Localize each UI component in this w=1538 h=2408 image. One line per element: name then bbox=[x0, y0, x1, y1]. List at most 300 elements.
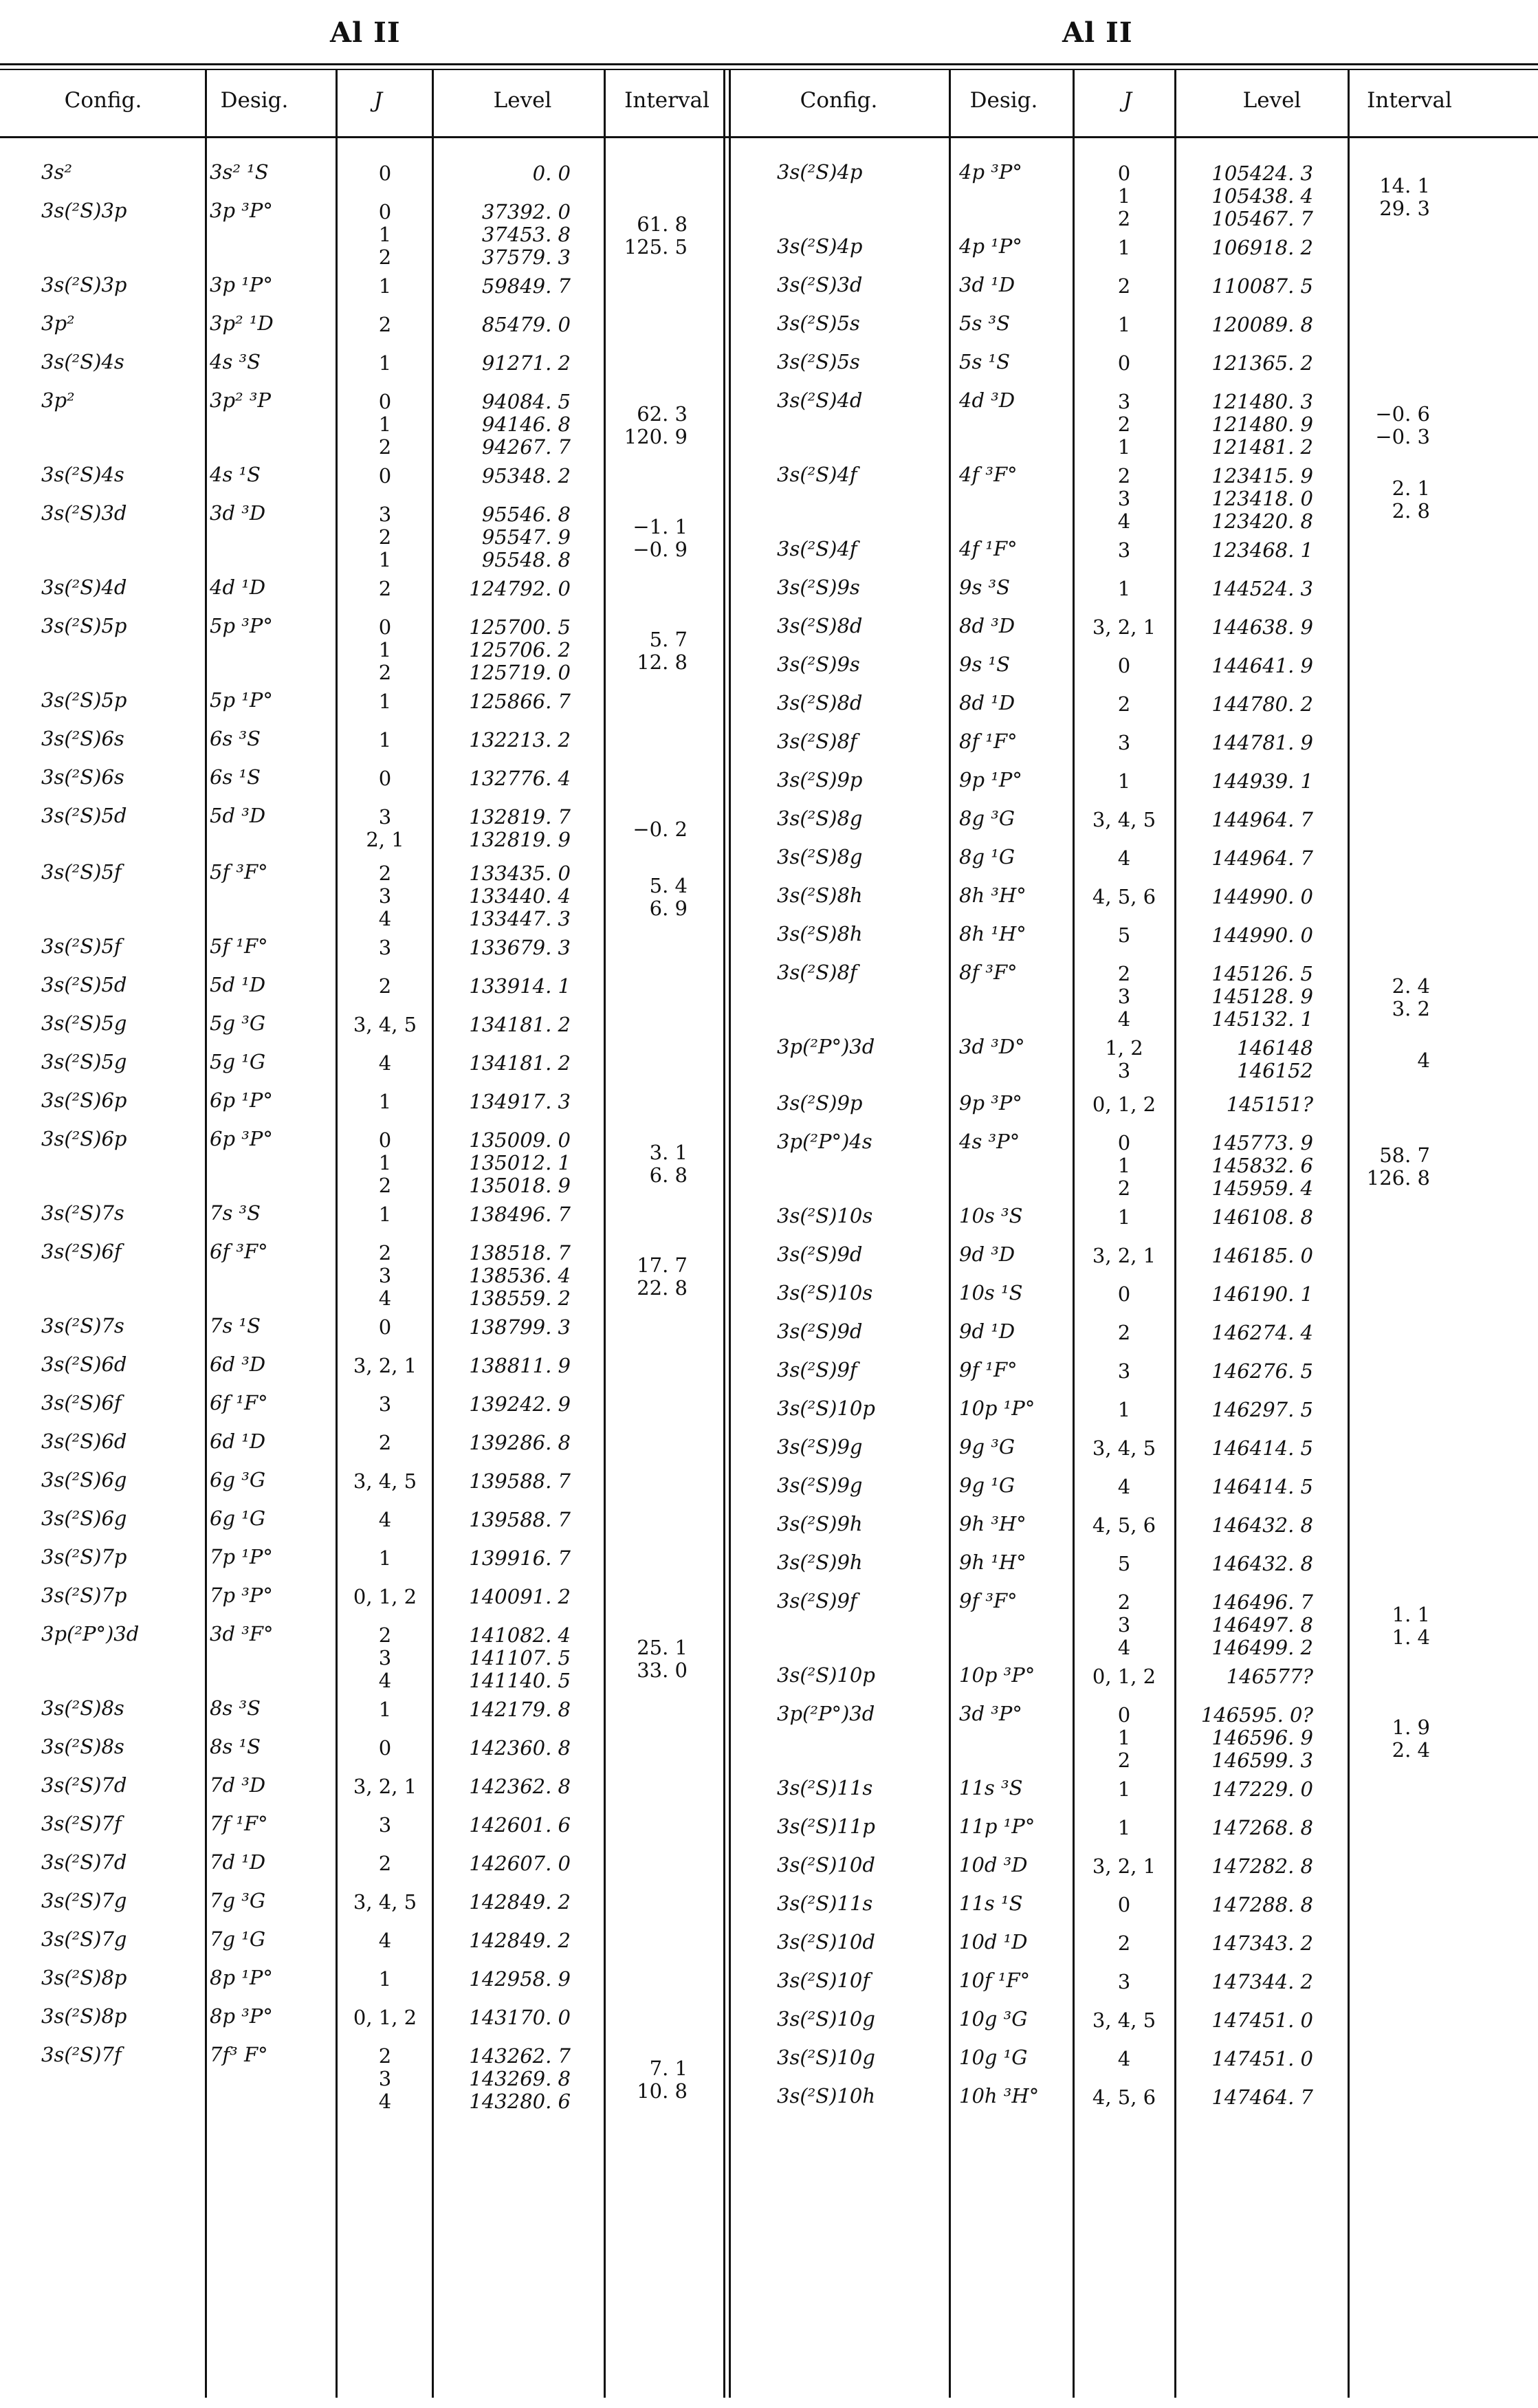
level-value: 133447. 3 bbox=[469, 907, 571, 930]
level-value: 146497. 8 bbox=[1211, 1613, 1313, 1637]
j-cell bbox=[1079, 1037, 1169, 1082]
j-value: 2 bbox=[378, 1852, 392, 1875]
level-cell bbox=[1183, 847, 1313, 870]
j-cell bbox=[340, 1052, 430, 1075]
interval-cell bbox=[612, 503, 688, 561]
interval-cell bbox=[612, 1624, 688, 1682]
config-cell: 3s(²S)7d bbox=[41, 1850, 127, 1874]
designation-cell: 9s ¹S bbox=[959, 653, 1011, 676]
config-cell: 3s(²S)5s bbox=[777, 311, 860, 335]
designation-cell: 7s ³S bbox=[210, 1201, 261, 1225]
j-value: 3 bbox=[1117, 1970, 1131, 1993]
level-cell bbox=[1183, 1817, 1313, 1839]
designation-cell: 4f ³F° bbox=[959, 463, 1018, 486]
level-value: 105424. 3 bbox=[1211, 162, 1313, 185]
level-value: 147288. 8 bbox=[1211, 1893, 1313, 1916]
j-value: 1, 2 bbox=[1105, 1036, 1143, 1060]
level-cell bbox=[1183, 1591, 1313, 1659]
level-cell bbox=[440, 1316, 571, 1339]
level-cell bbox=[440, 1470, 571, 1493]
level-value: 139588. 7 bbox=[469, 1469, 571, 1493]
config-cell: 3s(²S)7p bbox=[41, 1584, 127, 1607]
j-cell bbox=[1079, 886, 1169, 908]
interval-cell bbox=[612, 201, 688, 259]
level-cell bbox=[440, 352, 571, 375]
j-cell bbox=[1079, 1283, 1169, 1306]
level-value: 135009. 0 bbox=[469, 1128, 571, 1152]
level-cell bbox=[1183, 1665, 1313, 1688]
level-value: 147451. 0 bbox=[1211, 2047, 1313, 2070]
designation-cell: 8p ¹P° bbox=[210, 1966, 273, 1989]
j-cell bbox=[340, 2006, 430, 2029]
interval-cell bbox=[612, 1242, 688, 1300]
interval-value: 29. 3 bbox=[1379, 197, 1430, 220]
level-cell bbox=[1183, 1437, 1313, 1460]
config-cell: 3s(²S)11p bbox=[777, 1815, 875, 1838]
level-value: 138559. 2 bbox=[469, 1287, 571, 1310]
designation-cell: 7s ¹S bbox=[210, 1314, 261, 1337]
j-cell bbox=[340, 465, 430, 488]
designation-cell: 9h ¹H° bbox=[959, 1551, 1026, 1574]
level-value: 138536. 4 bbox=[469, 1264, 571, 1287]
level-value: 125706. 2 bbox=[469, 638, 571, 661]
designation-cell: 3d ³P° bbox=[959, 1702, 1022, 1725]
level-value: 120089. 8 bbox=[1211, 313, 1313, 336]
designation-cell: 3d ¹D bbox=[959, 273, 1015, 296]
level-value: 121480. 9 bbox=[1211, 413, 1313, 436]
config-cell: 3s(²S)9h bbox=[777, 1551, 863, 1574]
j-value: 1 bbox=[378, 413, 392, 436]
interval-value: 58. 7 bbox=[1379, 1143, 1430, 1167]
config-cell: 3s(²S)3p bbox=[41, 273, 127, 296]
level-cell bbox=[1183, 162, 1313, 230]
j-cell bbox=[1079, 1591, 1169, 1659]
j-cell bbox=[1079, 1855, 1169, 1878]
config-cell: 3s(²S)8g bbox=[777, 807, 863, 830]
j-value: 4 bbox=[378, 2090, 392, 2113]
level-cell bbox=[440, 862, 571, 930]
level-cell bbox=[440, 1624, 571, 1692]
j-value: 1 bbox=[378, 223, 392, 246]
interval-value: 3. 1 bbox=[649, 1141, 688, 1164]
level-value: 146152 bbox=[1237, 1059, 1313, 1082]
header-desig-left: Desig. bbox=[220, 88, 289, 113]
header-rule bbox=[0, 136, 1538, 138]
interval-value: 10. 8 bbox=[637, 2079, 688, 2103]
j-value: 0 bbox=[1117, 1282, 1131, 1306]
j-value: 3, 2, 1 bbox=[353, 1354, 417, 1377]
j-cell bbox=[340, 767, 430, 790]
level-value: 146595. 0? bbox=[1200, 1703, 1313, 1727]
header-interval-left: Interval bbox=[624, 88, 710, 113]
interval-cell bbox=[612, 1129, 688, 1187]
j-value: 0 bbox=[1117, 654, 1131, 677]
j-value: 4 bbox=[1117, 1636, 1131, 1659]
level-value: 95547. 9 bbox=[481, 525, 571, 549]
j-cell bbox=[340, 690, 430, 713]
level-value: 146414. 5 bbox=[1211, 1475, 1313, 1498]
j-cell bbox=[340, 1547, 430, 1570]
config-cell: 3s(²S)10g bbox=[777, 2046, 875, 2069]
level-value: 142360. 8 bbox=[469, 1736, 571, 1760]
interval-value: 14. 1 bbox=[1379, 174, 1430, 197]
designation-cell: 9p ¹P° bbox=[959, 768, 1022, 791]
j-value: 0 bbox=[378, 1315, 392, 1339]
level-value: 141082. 4 bbox=[469, 1623, 571, 1647]
level-cell bbox=[1183, 693, 1313, 716]
j-value: 2 bbox=[378, 435, 392, 459]
level-cell bbox=[440, 1242, 571, 1310]
j-cell bbox=[340, 1891, 430, 1914]
level-value: 132776. 4 bbox=[469, 767, 571, 790]
designation-cell: 7d ³D bbox=[210, 1773, 266, 1797]
level-cell bbox=[1183, 1553, 1313, 1575]
config-cell: 3s(²S)10d bbox=[777, 1853, 875, 1876]
designation-cell: 4p ³P° bbox=[959, 160, 1022, 184]
j-value: 3 bbox=[378, 805, 392, 829]
level-cell bbox=[1183, 1399, 1313, 1421]
designation-cell: 3d ³F° bbox=[210, 1622, 274, 1645]
j-value: 2 bbox=[1117, 1176, 1131, 1200]
level-cell bbox=[440, 1355, 571, 1377]
interval-value: 1. 4 bbox=[1392, 1626, 1430, 1649]
j-cell bbox=[340, 1470, 430, 1493]
designation-cell: 8f ¹F° bbox=[959, 730, 1018, 753]
j-value: 4 bbox=[1117, 1475, 1131, 1498]
j-value: 0 bbox=[378, 767, 392, 790]
interval-value: 2. 4 bbox=[1392, 974, 1430, 998]
j-value: 2 bbox=[378, 577, 392, 600]
config-cell: 3s(²S)6d bbox=[41, 1353, 127, 1376]
col-divider bbox=[432, 70, 434, 2398]
table-divider bbox=[723, 70, 725, 2398]
level-value: 142601. 6 bbox=[469, 1813, 571, 1837]
level-cell bbox=[1183, 1476, 1313, 1498]
level-value: 145773. 9 bbox=[1211, 1131, 1313, 1154]
config-cell: 3p(²P°)3d bbox=[41, 1622, 140, 1645]
level-cell bbox=[1183, 1932, 1313, 1955]
j-cell bbox=[340, 1091, 430, 1113]
header-desig-right: Desig. bbox=[969, 88, 1038, 113]
j-value: 0 bbox=[378, 162, 392, 185]
level-cell bbox=[440, 162, 571, 185]
level-cell bbox=[440, 1929, 571, 1952]
j-value: 2 bbox=[378, 1241, 392, 1265]
level-value: 133679. 3 bbox=[469, 936, 571, 959]
j-cell bbox=[340, 1242, 430, 1310]
j-cell bbox=[340, 1393, 430, 1416]
config-cell: 3s(²S)9p bbox=[777, 1091, 863, 1115]
config-cell: 3p(²P°)4s bbox=[777, 1130, 872, 1153]
level-cell bbox=[440, 1737, 571, 1760]
config-cell: 3s(²S)8f bbox=[777, 730, 857, 753]
designation-cell: 8d ³D bbox=[959, 614, 1015, 637]
j-value: 4 bbox=[378, 1929, 392, 1952]
j-value: 5 bbox=[1117, 923, 1131, 947]
config-cell: 3s(²S)8h bbox=[777, 922, 863, 945]
j-cell bbox=[1079, 162, 1169, 230]
interval-value: −0. 2 bbox=[633, 818, 688, 841]
level-value: 138496. 7 bbox=[469, 1203, 571, 1226]
j-value: 1 bbox=[1117, 236, 1131, 259]
designation-cell: 9f ³F° bbox=[959, 1589, 1018, 1612]
level-cell bbox=[1183, 465, 1313, 533]
config-cell: 3s(²S)6f bbox=[41, 1391, 122, 1414]
level-value: 139286. 8 bbox=[469, 1431, 571, 1454]
j-cell bbox=[1079, 1437, 1169, 1460]
interval-cell bbox=[1354, 1591, 1430, 1649]
designation-cell: 3d ³D bbox=[210, 501, 266, 525]
config-cell: 3s(²S)3d bbox=[41, 501, 127, 525]
j-value: 2 bbox=[1117, 1321, 1131, 1344]
interval-cell bbox=[612, 862, 688, 920]
j-cell bbox=[1079, 1817, 1169, 1839]
config-cell: 3s(²S)5g bbox=[41, 1011, 127, 1035]
level-cell bbox=[440, 690, 571, 713]
level-value: 134181. 2 bbox=[469, 1013, 571, 1036]
level-cell bbox=[1183, 578, 1313, 600]
config-cell: 3s(²S)6g bbox=[41, 1507, 127, 1530]
level-value: 145959. 4 bbox=[1211, 1176, 1313, 1200]
j-cell bbox=[1079, 847, 1169, 870]
level-value: 141140. 5 bbox=[469, 1669, 571, 1692]
level-value: 94146. 8 bbox=[481, 413, 571, 436]
j-cell bbox=[1079, 693, 1169, 716]
config-cell: 3s(²S)5f bbox=[41, 860, 122, 884]
config-cell: 3s(²S)4s bbox=[41, 463, 124, 486]
level-cell bbox=[440, 1891, 571, 1914]
level-cell bbox=[1183, 963, 1313, 1031]
j-value: 2 bbox=[1117, 1931, 1131, 1955]
designation-cell: 6d ³D bbox=[210, 1353, 266, 1376]
level-value: 146596. 9 bbox=[1211, 1726, 1313, 1749]
j-cell bbox=[340, 275, 430, 298]
level-cell bbox=[1183, 2009, 1313, 2032]
designation-cell: 10p ¹P° bbox=[959, 1397, 1035, 1420]
designation-cell: 4s ³P° bbox=[959, 1130, 1020, 1153]
designation-cell: 9f ¹F° bbox=[959, 1358, 1018, 1381]
config-cell: 3s(²S)8g bbox=[777, 845, 863, 868]
config-cell: 3s(²S)3p bbox=[41, 199, 127, 222]
interval-value: 17. 7 bbox=[637, 1254, 688, 1277]
j-value: 0 bbox=[378, 615, 392, 639]
level-cell bbox=[440, 201, 571, 269]
config-cell: 3s(²S)4s bbox=[41, 350, 124, 373]
j-cell bbox=[1079, 1093, 1169, 1116]
level-value: 142179. 8 bbox=[469, 1698, 571, 1721]
level-cell bbox=[440, 465, 571, 488]
j-cell bbox=[340, 1624, 430, 1692]
header-config-left: Config. bbox=[64, 88, 142, 113]
config-cell: 3s(²S)6s bbox=[41, 727, 124, 750]
level-cell bbox=[440, 1547, 571, 1570]
interval-cell bbox=[1354, 963, 1430, 1020]
designation-cell: 6g ¹G bbox=[210, 1507, 266, 1530]
level-value: 123418. 0 bbox=[1211, 487, 1313, 510]
level-cell bbox=[440, 391, 571, 459]
level-cell bbox=[440, 1393, 571, 1416]
j-value: 3 bbox=[378, 2067, 392, 2090]
header-config-right: Config. bbox=[800, 88, 878, 113]
j-cell bbox=[1079, 1245, 1169, 1267]
level-cell bbox=[1183, 1245, 1313, 1267]
j-value: 2 bbox=[378, 313, 392, 336]
level-cell bbox=[1183, 2086, 1313, 2109]
level-cell bbox=[1183, 314, 1313, 336]
config-cell: 3s(²S)9d bbox=[777, 1243, 863, 1266]
j-cell bbox=[340, 1129, 430, 1197]
j-value: 1 bbox=[378, 1698, 392, 1721]
level-cell bbox=[1183, 1855, 1313, 1878]
j-cell bbox=[340, 1929, 430, 1952]
level-value: 37579. 3 bbox=[481, 245, 571, 269]
j-cell bbox=[1079, 275, 1169, 298]
j-value: 0 bbox=[378, 200, 392, 223]
interval-value: 22. 8 bbox=[637, 1276, 688, 1300]
j-value: 2 bbox=[378, 2044, 392, 2068]
level-cell bbox=[440, 616, 571, 684]
designation-cell: 10d ³D bbox=[959, 1853, 1028, 1876]
j-cell bbox=[1079, 1553, 1169, 1575]
level-cell bbox=[1183, 237, 1313, 259]
level-value: 91271. 2 bbox=[481, 351, 571, 375]
j-value: 0 bbox=[378, 1128, 392, 1152]
config-cell: 3s(²S)11s bbox=[777, 1776, 873, 1799]
designation-cell: 5g ³G bbox=[210, 1011, 266, 1035]
level-value: 143170. 0 bbox=[469, 2006, 571, 2029]
j-value: 0 bbox=[1117, 162, 1131, 185]
designation-cell: 10f ¹F° bbox=[959, 1969, 1031, 1992]
j-value: 1 bbox=[378, 728, 392, 752]
j-cell bbox=[340, 937, 430, 959]
config-cell: 3s(²S)10f bbox=[777, 1969, 870, 1992]
config-cell: 3s(²S)4p bbox=[777, 160, 863, 184]
level-value: 132213. 2 bbox=[469, 728, 571, 752]
j-cell bbox=[1079, 655, 1169, 677]
j-cell bbox=[340, 1775, 430, 1798]
level-value: 147464. 7 bbox=[1211, 2086, 1313, 2109]
level-cell bbox=[1183, 924, 1313, 947]
j-value: 0 bbox=[1117, 351, 1131, 375]
level-value: 95548. 8 bbox=[481, 548, 571, 571]
j-value: 2 bbox=[1117, 692, 1131, 716]
config-cell: 3s(²S)5p bbox=[41, 614, 127, 637]
j-cell bbox=[1079, 1778, 1169, 1801]
interval-value: 2. 8 bbox=[1392, 499, 1430, 523]
j-cell bbox=[340, 162, 430, 185]
designation-cell: 7d ¹D bbox=[210, 1850, 266, 1874]
designation-cell: 6p ¹P° bbox=[210, 1088, 273, 1112]
level-cell bbox=[440, 1814, 571, 1837]
config-cell: 3s(²S)8s bbox=[41, 1735, 124, 1758]
level-value: 143269. 8 bbox=[469, 2067, 571, 2090]
j-cell bbox=[340, 201, 430, 269]
level-value: 134917. 3 bbox=[469, 1090, 571, 1113]
header-level-right: Level bbox=[1242, 88, 1301, 113]
level-value: 125719. 0 bbox=[469, 661, 571, 684]
level-value: 132819. 7 bbox=[469, 805, 571, 829]
j-value: 3, 4, 5 bbox=[353, 1469, 417, 1493]
level-cell bbox=[440, 806, 571, 851]
j-value: 2 bbox=[1117, 274, 1131, 298]
j-value: 4, 5, 6 bbox=[1092, 885, 1156, 908]
j-value: 1 bbox=[378, 1967, 392, 1991]
level-value: 146496. 7 bbox=[1211, 1590, 1313, 1614]
designation-cell: 9s ³S bbox=[959, 576, 1011, 599]
config-cell: 3s(²S)11s bbox=[777, 1892, 873, 1915]
config-cell: 3s(²S)8h bbox=[777, 884, 863, 907]
level-cell bbox=[1183, 1514, 1313, 1537]
config-cell: 3s(²S)5s bbox=[777, 350, 860, 373]
level-cell bbox=[1183, 1704, 1313, 1772]
level-value: 138799. 3 bbox=[469, 1315, 571, 1339]
level-value: 0. 0 bbox=[532, 162, 571, 185]
j-cell bbox=[1079, 1322, 1169, 1344]
j-value: 3 bbox=[1117, 1613, 1131, 1637]
j-cell bbox=[1079, 1971, 1169, 1993]
level-value: 144638. 9 bbox=[1211, 615, 1313, 639]
level-cell bbox=[440, 1968, 571, 1991]
level-value: 138518. 7 bbox=[469, 1241, 571, 1265]
designation-cell: 6f ¹F° bbox=[210, 1391, 268, 1414]
designation-cell: 6s ³S bbox=[210, 727, 261, 750]
j-cell bbox=[1079, 1206, 1169, 1229]
page-title-left: Al II bbox=[330, 17, 401, 49]
j-value: 2 bbox=[378, 245, 392, 269]
level-value: 139916. 7 bbox=[469, 1546, 571, 1570]
designation-cell: 3s² ¹S bbox=[210, 160, 269, 184]
j-value: 4 bbox=[1117, 510, 1131, 533]
j-value: 0, 1, 2 bbox=[1092, 1665, 1156, 1688]
level-value: 37392. 0 bbox=[481, 200, 571, 223]
designation-cell: 10g ³G bbox=[959, 2007, 1028, 2031]
level-value: 146297. 5 bbox=[1211, 1398, 1313, 1421]
level-value: 134181. 2 bbox=[469, 1051, 571, 1075]
level-value: 147229. 0 bbox=[1211, 1777, 1313, 1801]
level-cell bbox=[1183, 1322, 1313, 1344]
designation-cell: 10p ³P° bbox=[959, 1663, 1035, 1687]
col-divider bbox=[604, 70, 606, 2398]
j-value: 3, 4, 5 bbox=[1092, 2009, 1156, 2032]
level-value: 145132. 1 bbox=[1211, 1007, 1313, 1031]
designation-cell: 4f ¹F° bbox=[959, 537, 1018, 560]
j-value: 1 bbox=[1117, 1154, 1131, 1177]
j-value: 3 bbox=[1117, 1359, 1131, 1383]
level-value: 124792. 0 bbox=[469, 577, 571, 600]
j-value: 0 bbox=[1117, 1893, 1131, 1916]
interval-value: 120. 9 bbox=[624, 425, 688, 448]
j-value: 3 bbox=[378, 1813, 392, 1837]
j-value: 2 bbox=[378, 525, 392, 549]
level-value: 146599. 3 bbox=[1211, 1749, 1313, 1772]
config-cell: 3s(²S)7g bbox=[41, 1927, 127, 1951]
level-value: 146276. 5 bbox=[1211, 1359, 1313, 1383]
level-value: 94084. 5 bbox=[481, 390, 571, 413]
interval-cell bbox=[612, 616, 688, 674]
interval-value: 1. 9 bbox=[1392, 1716, 1430, 1739]
level-value: 95348. 2 bbox=[481, 464, 571, 488]
config-cell: 3s(²S)6p bbox=[41, 1127, 127, 1150]
config-cell: 3s(²S)4d bbox=[777, 388, 863, 412]
config-cell: 3s(²S)7g bbox=[41, 1889, 127, 1912]
level-value: 135012. 1 bbox=[469, 1151, 571, 1174]
col-divider bbox=[1174, 70, 1176, 2398]
j-value: 1 bbox=[1117, 435, 1131, 459]
designation-cell: 5s ³S bbox=[959, 311, 1011, 335]
j-value: 1 bbox=[1117, 1398, 1131, 1421]
config-cell: 3s(²S)10p bbox=[777, 1397, 875, 1420]
j-value: 3 bbox=[1117, 538, 1131, 562]
